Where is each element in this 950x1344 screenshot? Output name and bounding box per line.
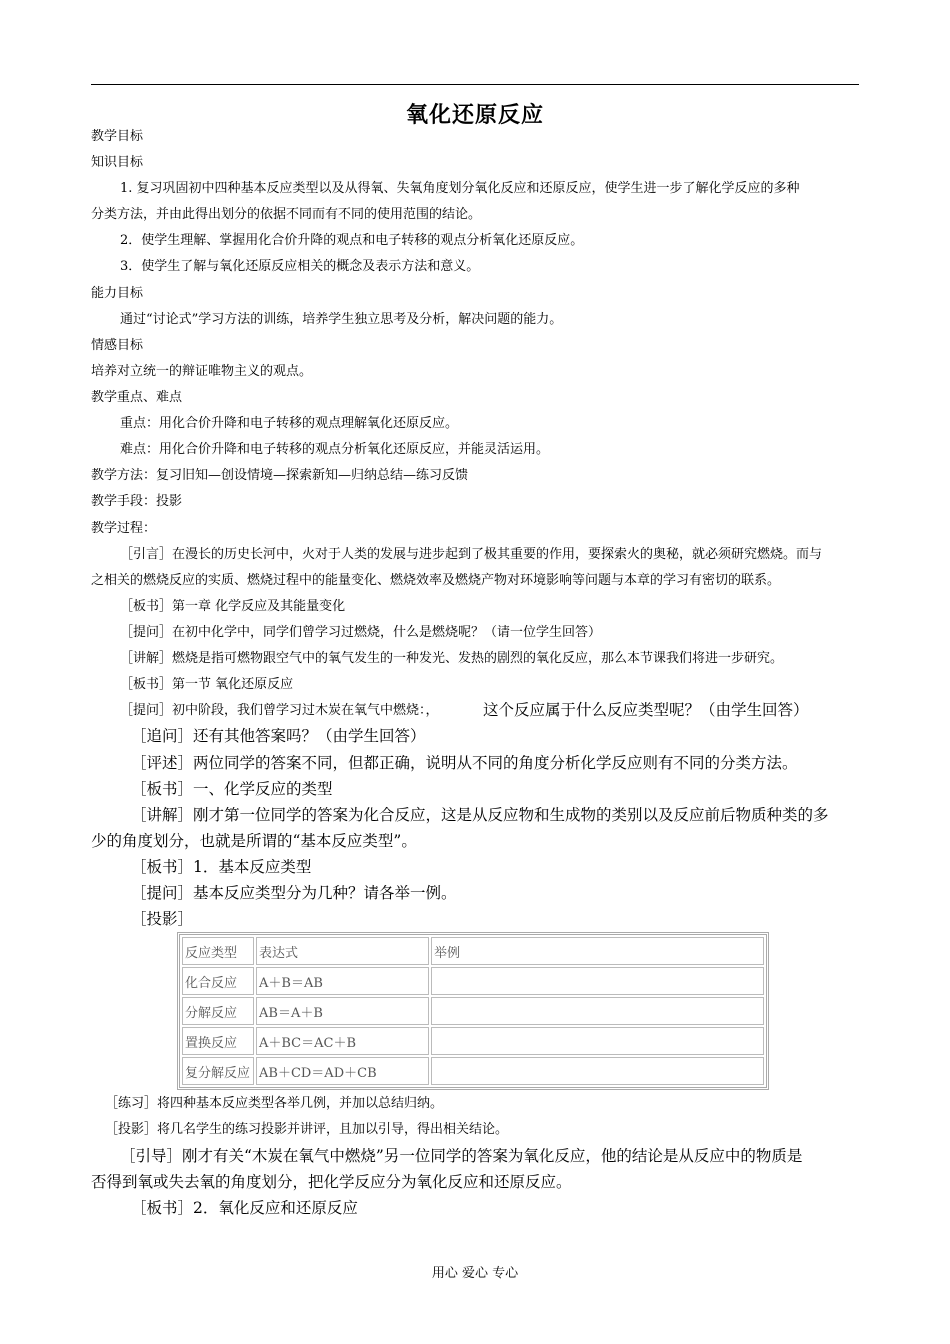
page-footer: 用心 爱心 专心 — [431, 1266, 519, 1281]
paragraph-line: ［追问］还有其他答案吗？（由学生回答） — [131, 727, 426, 745]
table-header-cell: 反应类型 — [182, 937, 254, 965]
table-cell: 化合反应 — [182, 967, 254, 995]
table-cell: AB＋CD＝AD＋CB — [256, 1057, 429, 1085]
paragraph-line: ［板书］第一章 化学反应及其能量变化 — [120, 599, 346, 614]
paragraph-line: 少的角度划分，也就是所谓的“基本反应类型”。 — [91, 832, 417, 850]
table-header-cell: 举例 — [431, 937, 764, 965]
paragraph-line: 3．使学生了解与氧化还原反应相关的概念及表示方法和意义。 — [120, 259, 480, 274]
reaction-types-grid — [180, 935, 766, 1087]
paragraph-line: ［提问］在初中化学中，同学们曾学习过燃烧，什么是燃烧呢？（请一位学生回答） — [120, 625, 602, 640]
heading-teaching-goals: 教学目标 — [91, 129, 144, 144]
paragraph-line: ［投影］ — [131, 910, 194, 928]
paragraph-line: ［引言］在漫长的历史长河中，火对于人类的发展与进步起到了极其重要的作用，要探索火的奥秘，就必须研究燃烧。而与 — [120, 547, 823, 562]
table-cell — [431, 1027, 764, 1055]
paragraph-line: 通过“讨论式”学习方法的训练，培养学生独立思考及分析，解决问题的能力。 — [120, 312, 563, 327]
table-cell: 分解反应 — [182, 997, 254, 1025]
table-cell: A＋BC＝AC＋B — [256, 1027, 429, 1055]
table-row — [182, 967, 764, 995]
paragraph-line: ［投影］将几名学生的练习投影并讲评，且加以引导，得出相关结论。 — [105, 1122, 509, 1137]
paragraph-line: 1. 复习巩固初中四种基本反应类型以及从得氧、失氧角度划分氧化反应和还原反应，使学生进一步了解化学反应的多种 — [120, 181, 800, 196]
paragraph-line: ［提问］初中阶段，我们曾学习过木炭在氧气中燃烧：， — [120, 703, 439, 718]
table-cell — [431, 1057, 764, 1085]
paragraph-line: ［评述］两位同学的答案不同，但都正确，说明从不同的角度分析化学反应则有不同的分类方法。 — [131, 754, 798, 772]
paragraph-line: 2．使学生理解、掌握用化合价升降的观点和电子转移的观点分析氧化还原反应。 — [120, 233, 584, 248]
table-row — [182, 1057, 764, 1085]
table-cell — [431, 997, 764, 1025]
reaction-types-table — [177, 932, 769, 1090]
paragraph-line: 教学手段：投影 — [91, 494, 183, 509]
heading-ability-goals: 能力目标 — [91, 286, 144, 301]
paragraph-line: 教学方法：复习旧知—创设情境—探索新知—归纳总结—练习反馈 — [91, 468, 469, 483]
paragraph-line: ［板书］2．氧化反应和还原反应 — [131, 1199, 358, 1217]
paragraph-line: 之相关的燃烧反应的实质、燃烧过程中的能量变化、燃烧效率及燃烧产物对环境影响等问题与本章的学习有密切的联系。 — [91, 573, 781, 588]
heading-process: 教学过程： — [91, 521, 157, 536]
heading-key-points: 教学重点、难点 — [91, 390, 183, 405]
table-row — [182, 997, 764, 1025]
paragraph-line: ［板书］1．基本反应类型 — [131, 858, 312, 876]
table-header-cell: 表达式 — [256, 937, 429, 965]
paragraph-line: 培养对立统一的辩证唯物主义的观点。 — [91, 364, 313, 379]
paragraph-line: ［引导］刚才有关“木炭在氧气中燃烧”另一位同学的答案为氧化反应，他的结论是从反应中的物质是 — [120, 1147, 803, 1165]
heading-knowledge-goals: 知识目标 — [91, 155, 144, 170]
paragraph-line: ［练习］将四种基本反应类型各举几例，并加以总结归纳。 — [105, 1096, 444, 1111]
paragraph-line: ［讲解］刚才第一位同学的答案为化合反应，这是从反应物和生成物的类别以及反应前后物质种类的多 — [131, 806, 829, 824]
table-cell: 复分解反应 — [182, 1057, 254, 1085]
paragraph-line: 否得到氧或失去氧的角度划分，把化学反应分为氧化反应和还原反应。 — [91, 1173, 572, 1191]
table-row — [182, 1027, 764, 1055]
page-title: 氧化还原反应 — [405, 103, 544, 128]
table-header-row — [182, 937, 764, 965]
paragraph-line: 难点：用化合价升降和电子转移的观点分析氧化还原反应，并能灵活运用。 — [120, 442, 550, 457]
table-cell — [431, 967, 764, 995]
paragraph-line: 分类方法，并由此得出划分的依据不同而有不同的使用范围的结论。 — [91, 207, 482, 222]
table-cell: A＋B＝AB — [256, 967, 429, 995]
paragraph-line: ［板书］一、化学反应的类型 — [131, 780, 333, 798]
paragraph-line: 重点：用化合价升降和电子转移的观点理解氧化还原反应。 — [120, 416, 459, 431]
paragraph-line: ［提问］基本反应类型分为几种？请各举一例。 — [131, 884, 457, 902]
heading-emotion-goals: 情感目标 — [91, 338, 144, 353]
paragraph-line: 这个反应属于什么反应类型呢？（由学生回答） — [483, 701, 809, 719]
paragraph-line: ［讲解］燃烧是指可燃物跟空气中的氧气发生的一种发光、发热的剧烈的氧化反应，那么本节课我们将进一步研究。 — [120, 651, 784, 666]
paragraph-line: ［板书］第一节 氧化还原反应 — [120, 677, 294, 692]
table-cell: AB＝A＋B — [256, 997, 429, 1025]
header-rule — [91, 84, 859, 85]
table-cell: 置换反应 — [182, 1027, 254, 1055]
